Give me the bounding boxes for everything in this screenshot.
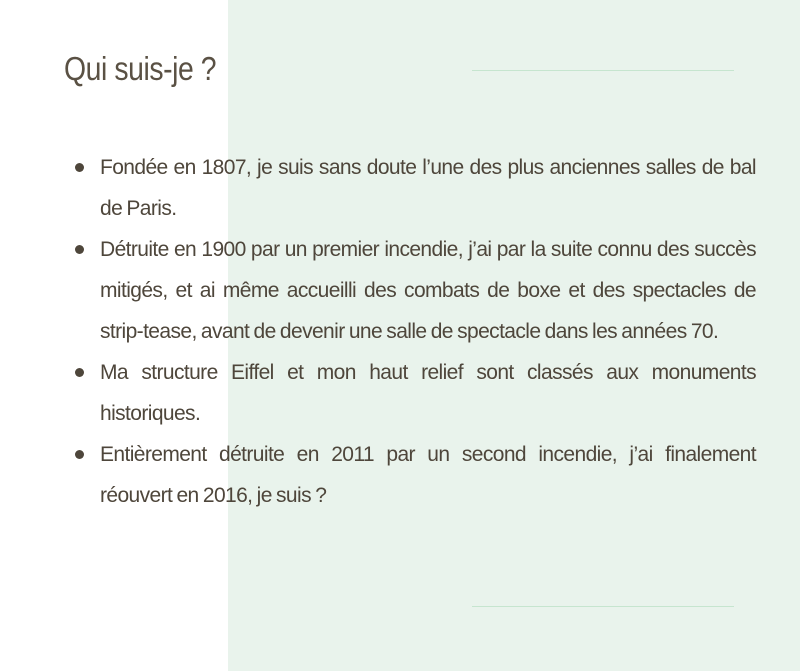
bottom-divider [472,606,734,607]
list-item [100,352,756,434]
clue-list [100,147,756,516]
clue-text: Ma structure Eiffel et mon haut relief sont classés aux monuments historiques. [100,361,756,425]
bullet-icon [75,245,84,254]
top-divider [472,70,734,71]
bullet-icon [75,368,84,377]
list-item [100,147,756,229]
clue-text: Détruite en 1900 par un premier incendie, j’ai par la suite connu des succès mitigés, et ai même accueilli des combats de boxe et des spectacles de strip-tease, avant de devenir une salle de spectacle dans les années 70. [100,238,756,343]
quiz-content [100,147,756,516]
clue-text: Entièrement détruite en 2011 par un second incendie, j’ai finalement réouvert en 2016, je suis ? [100,443,756,507]
bullet-icon [75,163,84,172]
clue-text: Fondée en 1807, je suis sans doute l’une des plus anciennes salles de bal de Paris. [100,156,756,220]
page-title: Qui suis-je ? [64,50,217,87]
list-item [100,434,756,516]
list-item [100,229,756,352]
bullet-icon [75,450,84,459]
